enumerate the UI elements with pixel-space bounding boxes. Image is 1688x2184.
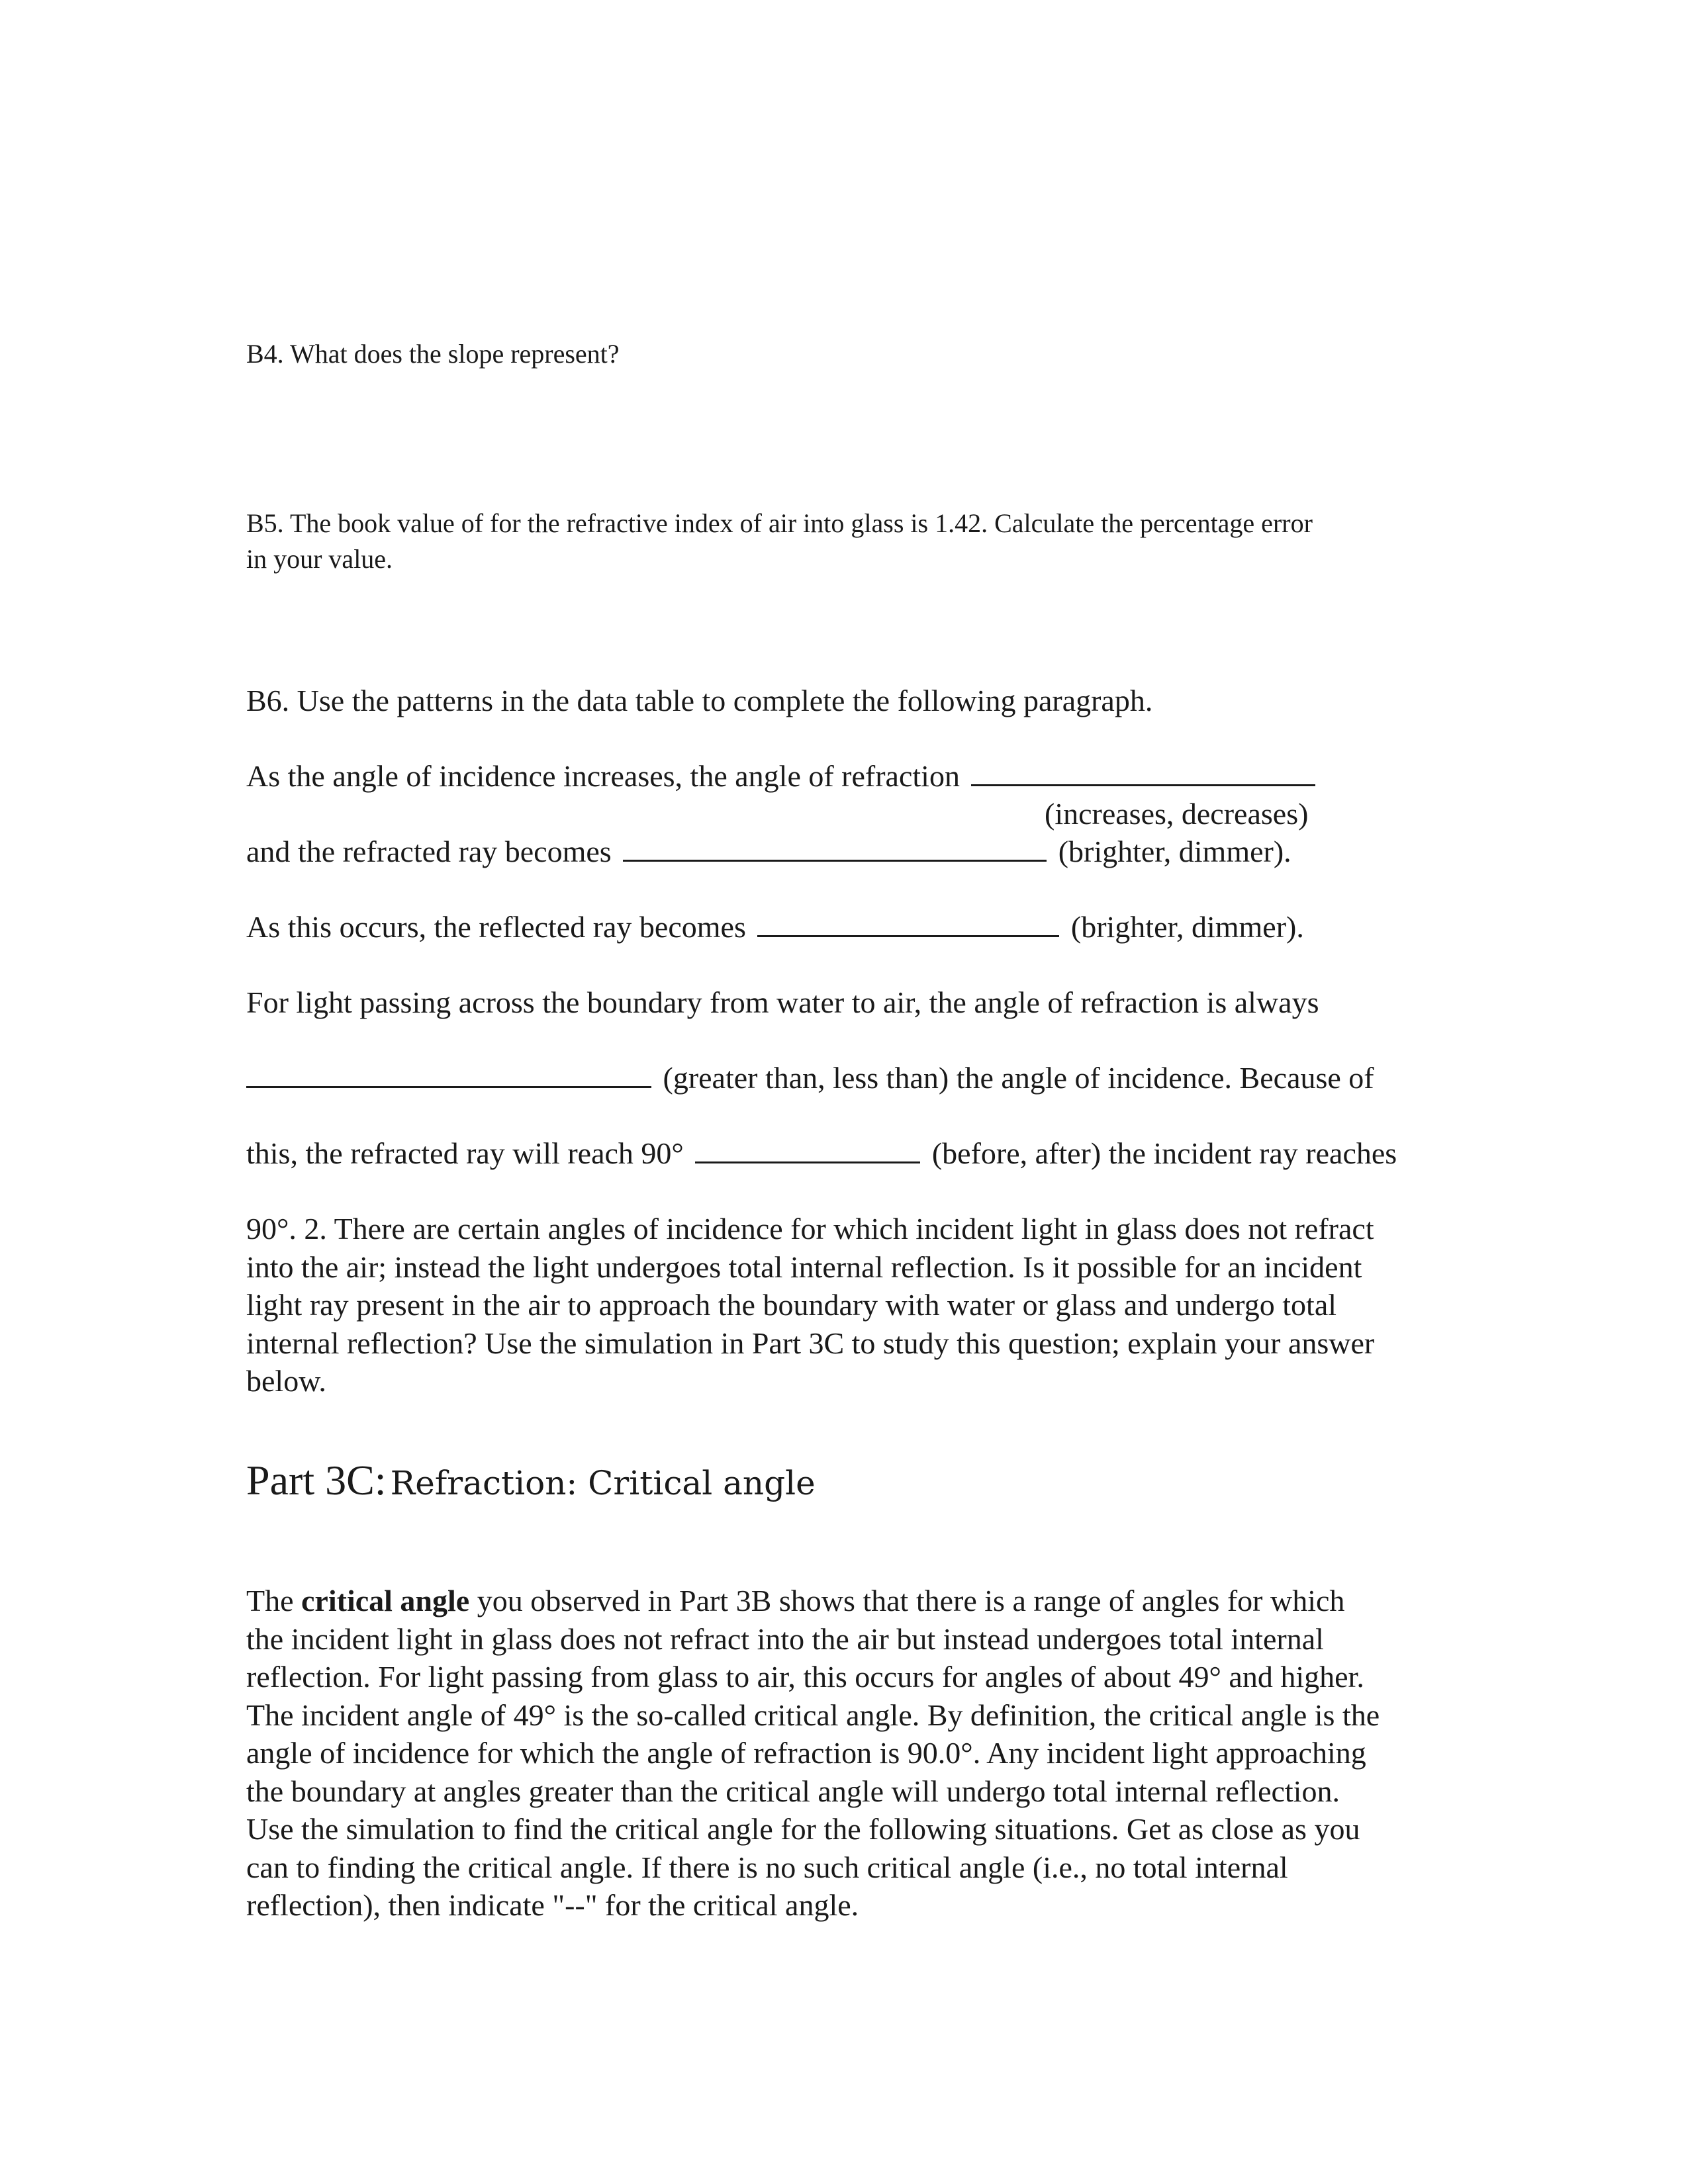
blank-before-after[interactable] [695, 1135, 920, 1163]
b6-sentence-1 [246, 757, 1319, 796]
question-b6-intro: B6. Use the patterns in the data table to complete the following paragraph. [246, 684, 1153, 717]
tir-line: 90°. 2. There are certain angles of incidence for which incident light in glass does not refract [246, 1212, 1374, 1246]
b6-sentence-2-options: (brighter, dimmer). [1058, 835, 1291, 868]
tir-line: into the air; instead the light undergoes total internal reflection. Is it possible for an incident [246, 1250, 1362, 1284]
critical-angle-line: the boundary at angles greater than the critical angle will undergo total internal reflection. [246, 1774, 1340, 1808]
b6-sentence-2-text: and the refracted ray becomes [246, 835, 612, 868]
tir-line: below. [246, 1364, 326, 1398]
critical-angle-line: Use the simulation to find the critical angle for the following situations. Get as close as you [246, 1812, 1360, 1846]
part-3c-heading [246, 1456, 816, 1505]
question-b5-line-2: in your value. [246, 544, 393, 574]
tir-line: light ray present in the air to approach the boundary with water or glass and undergo total [246, 1288, 1337, 1322]
critical-angle-pre: The [246, 1584, 294, 1617]
b6-sentence-3 [246, 908, 1304, 946]
blank-reflected-ray-brightness[interactable] [757, 909, 1059, 937]
b6-sentence-5-options: (greater than, less than) the angle of incidence. Because of [663, 1061, 1374, 1095]
b6-sentence-1-text: As the angle of incidence increases, the angle of refraction [246, 759, 960, 793]
blank-greater-less-than[interactable] [246, 1060, 651, 1088]
critical-angle-line: the incident light in glass does not refract into the air but instead undergoes total internal [246, 1621, 1324, 1656]
critical-angle-line: angle of incidence for which the angle of refraction is 90.0°. Any incident light approaching [246, 1736, 1366, 1770]
part-3c-heading-subtitle: Refraction: Critical angle [390, 1464, 816, 1502]
critical-angle-post: you observed in Part 3B shows that there is a range of angles for which [477, 1584, 1345, 1617]
critical-angle-line: can to finding the critical angle. If there is no such critical angle (i.e., no total internal [246, 1850, 1288, 1884]
blank-angle-of-refraction[interactable] [971, 758, 1315, 786]
b6-sentence-6 [246, 1134, 1397, 1173]
question-b5-line-1: B5. The book value of for the refractive index of air into glass is 1.42. Calculate the percentage error [246, 508, 1313, 538]
critical-angle-line-1 [246, 1582, 1484, 1620]
tir-line: internal reflection? Use the simulation in Part 3C to study this question; explain your answer [246, 1326, 1375, 1360]
critical-angle-line: The incident angle of 49° is the so-called critical angle. By definition, the critical angle is the [246, 1698, 1380, 1732]
b6-sentence-1-options: (increases, decreases) [1045, 797, 1309, 831]
critical-angle-term: critical angle [301, 1584, 470, 1617]
b6-sentence-4: For light passing across the boundary from water to air, the angle of refraction is always [246, 985, 1319, 1019]
critical-angle-line: reflection. For light passing from glass to air, this occurs for angles of about 49° and higher. [246, 1660, 1364, 1694]
critical-angle-paragraph [246, 1582, 1484, 1925]
b6-sentence-2 [246, 833, 1291, 871]
blank-refracted-ray-brightness[interactable] [623, 833, 1047, 862]
critical-angle-line: reflection), then indicate "--" for the critical angle. [246, 1888, 859, 1922]
b6-sentence-3-text: As this occurs, the reflected ray becomes [246, 910, 746, 944]
b6-sentence-5 [246, 1059, 1374, 1097]
b6-sentence-6-options: (before, after) the incident ray reaches [931, 1136, 1397, 1170]
part-3c-heading-main: Part 3C: [246, 1457, 387, 1504]
b6-sentence-3-options: (brighter, dimmer). [1070, 910, 1304, 944]
question-b4: B4. What does the slope represent? [246, 339, 620, 369]
b6-sentence-6-text: this, the refracted ray will reach 90° [246, 1136, 684, 1170]
total-internal-reflection-question [246, 1210, 1484, 1400]
